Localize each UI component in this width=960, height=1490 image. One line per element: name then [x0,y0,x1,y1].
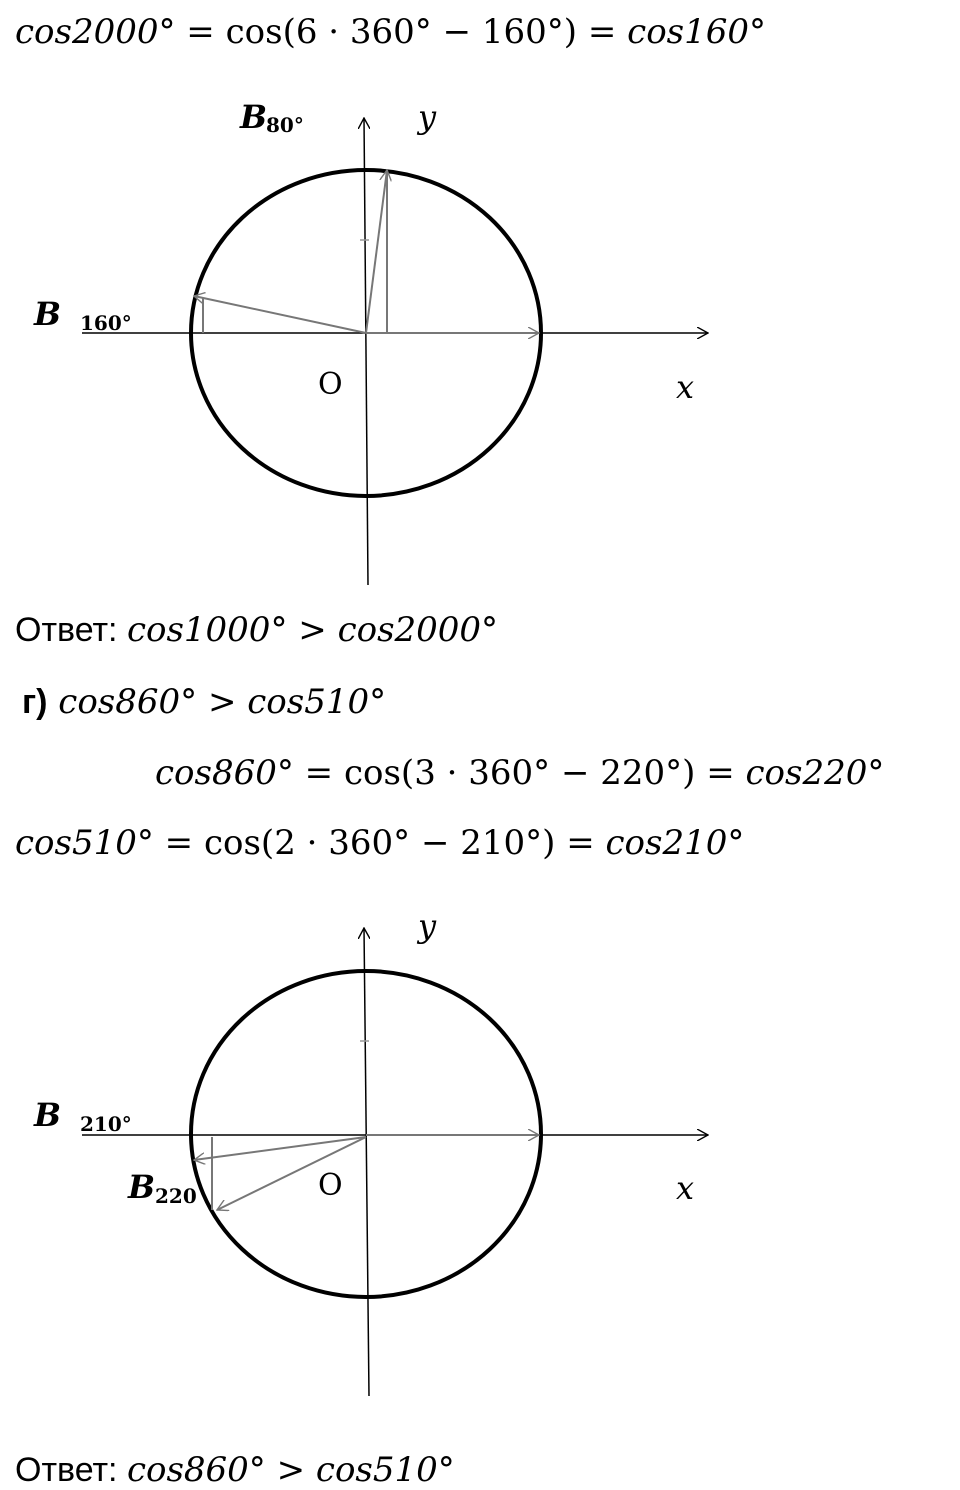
expr-middle: = cos(6 · 360° − 160°) = [175,12,628,52]
expr-lhs: cos860° [155,753,294,793]
expr-rhs: cos160° [627,12,767,52]
answer-2 [15,1450,455,1490]
answer-prefix: Ответ: [15,611,127,649]
expr-rhs: cos220° [745,753,885,793]
axis-label-y: y [418,98,437,136]
point-label-b160: B [34,295,62,333]
point-label-b220-subscript: 220 [155,1184,197,1208]
part-g-label: г) [22,683,48,721]
axis-label-y: y [418,907,437,945]
axis-label-x: x [676,368,695,406]
answer-lhs: cos860° [126,1450,266,1490]
expr-middle: = cos(3 · 360° − 220°) = [293,753,746,793]
y-axis [364,928,369,1396]
point-label-b210: B [34,1096,62,1134]
part-g-rhs: cos510° [247,682,387,722]
unit-circle-diagram-1 [0,0,960,600]
equation-cos860 [155,753,884,793]
part-g-lhs: cos860° [58,682,198,722]
expr-middle: = cos(2 · 360° − 210°) = [153,823,606,863]
answer-rhs: cos2000° [337,610,499,650]
origin-label: O [318,367,343,402]
answer-lhs: cos1000° [126,610,288,650]
expr-lhs: cos2000° [15,12,176,52]
axis-label-x: x [676,1169,695,1207]
answer-rhs: cos510° [315,1450,455,1490]
vector-80deg [366,170,387,333]
vector-210deg [194,1137,366,1160]
answer-operator: > [265,1450,316,1490]
origin-label: O [318,1168,343,1203]
answer-prefix: Ответ: [15,1451,127,1489]
expr-lhs: cos510° [15,823,154,863]
point-label-b210-subscript: 210° [80,1112,132,1136]
point-label-b220: B [128,1168,156,1206]
equation-cos510 [15,823,744,863]
point-label-b80-subscript: 80° [266,113,304,137]
y-axis [364,118,368,585]
unit-circle-svg-1 [0,0,960,600]
point-label-b80: B [240,98,268,136]
expr-rhs: cos210° [605,823,745,863]
vector-160deg [194,296,366,333]
point-label-b160-subscript: 160° [80,311,132,335]
unit-circle-svg-2 [0,880,960,1410]
answer-1 [15,610,498,650]
part-g-operator: > [197,682,248,722]
unit-circle-diagram-2 [0,880,960,1410]
answer-operator: > [287,610,338,650]
part-g-heading [22,682,386,722]
